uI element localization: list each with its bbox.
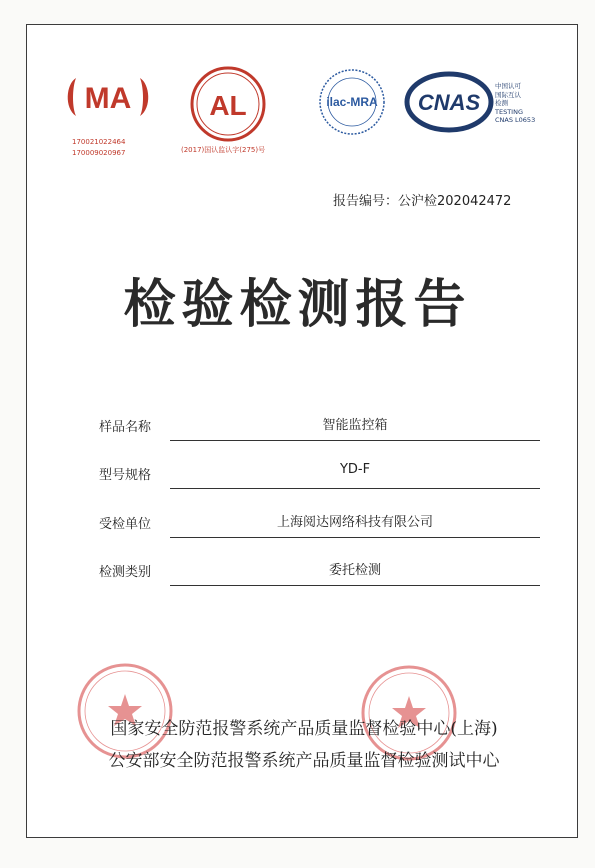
cnas-caption-line: 中国认可 [495,82,521,90]
field-underline [170,585,540,586]
field-underline [170,537,540,538]
field-underline [170,440,540,441]
cma-logo-text: MA [84,82,132,115]
cal-logo [188,64,268,144]
field-value-sample-name: 智能监控箱 [322,418,388,433]
cnas-logo-text: CNAS [417,90,481,115]
field-label-sample-name: 样品名称 [99,420,152,435]
field-value-model: YD-F [339,462,371,477]
field-label-model: 型号规格 [99,468,152,483]
field-value-client: 上海阅达网络科技有限公司 [276,515,433,530]
field-value-test-type: 委托检测 [328,563,381,578]
cma-number-1: 170021022464 [72,138,126,146]
field-label-test-type: 检测类别 [99,565,152,580]
cal-logo-text: AL [209,90,247,121]
page-title: 检验检测报告 [123,274,472,335]
issuing-organization-2: 公安部安全防范报警系统产品质量监督检验测试中心 [108,751,500,771]
ilac-mra-logo [312,66,392,138]
cma-logo [62,70,154,126]
report-number: 报告编号：公沪检202042472 [333,194,512,209]
cnas-caption-line: 国际互认 [495,90,521,99]
cnas-caption [495,82,535,125]
cnas-caption-line: CNAS L0653 [495,116,536,124]
field-underline [170,488,540,489]
cma-number-2: 170009020967 [72,149,126,157]
cnas-caption-line: TESTING [495,107,523,116]
ilac-logo-text: ilac-MRA [326,95,378,109]
cal-caption: (2017)国认监认字(275)号 [181,146,266,154]
cnas-caption-line: 检测 [495,99,508,107]
issuing-organization-1: 国家安全防范报警系统产品质量监督检验中心(上海) [110,719,498,739]
field-label-client: 受检单位 [99,517,152,532]
cnas-logo [404,70,494,134]
